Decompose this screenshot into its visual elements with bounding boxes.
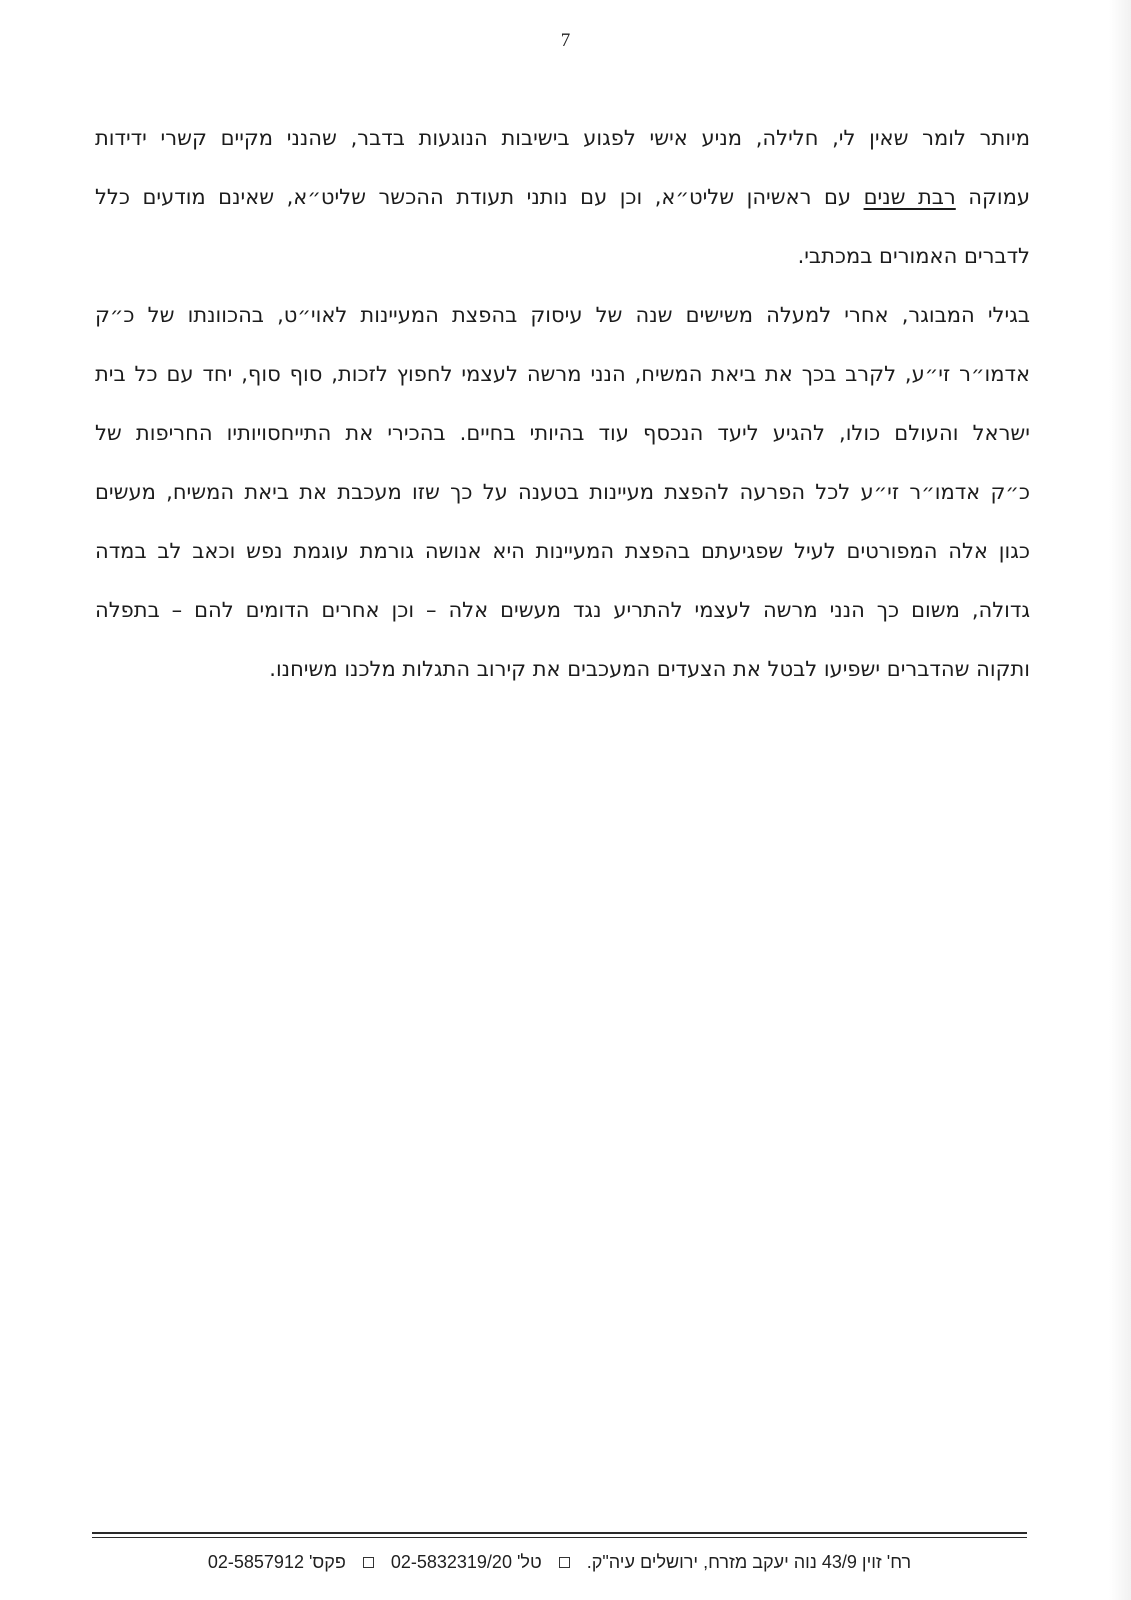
letter-body <box>95 118 1030 708</box>
body-text-fragment: עמוקה <box>968 185 1030 209</box>
footer-divider <box>92 1537 1027 1538</box>
square-bullet-icon <box>363 1557 374 1568</box>
body-line: כ״ק אדמו״ר זי״ע לכל הפרעה להפצת מעיינות בטענה על כך שזו מעכבת את ביאת המשיח, מעשים <box>95 480 1030 504</box>
footer-fax: פקס' 02-5857912 <box>207 1552 346 1572</box>
body-line: בגילי המבוגר, אחרי למעלה משישים שנה של עיסוק בהפצת המעיינות לאוי״ט, בהכוונתו של כ״ק <box>95 303 1030 327</box>
body-line: אדמו״ר זי״ע, לקרב בכך את ביאת המשיח, הנני מרשה לעצמי לחפוץ לזכות, סוף סוף, יחד עם כל בית <box>95 362 1030 386</box>
footer-address: רח' זוין 43/9 נוה יעקב מזרח, ירושלים עיה"ק. <box>586 1552 912 1572</box>
underlined-phrase: רבת שנים <box>863 185 956 209</box>
scan-shadow-edge <box>1109 0 1131 1600</box>
body-line-with-underline <box>95 177 1030 236</box>
letterhead-footer <box>92 1552 1027 1573</box>
square-bullet-icon <box>559 1557 570 1568</box>
body-line: ישראל והעולם כולו, להגיע ליעד הנכסף עוד בהיותי בחיים. בהכירי את התייחסויותיו החריפות של <box>95 421 1030 445</box>
body-line: ותקוה שהדברים ישפיעו לבטל את הצעדים המעכבים את קירוב התגלות מלכנו משיחנו. <box>269 657 1030 681</box>
body-line: גדולה, משום כך הנני מרשה לעצמי להתריע נגד מעשים אלה – וכן אחרים הדומים להם – בתפלה <box>95 598 1030 622</box>
page-number: 7 <box>560 30 571 51</box>
body-line: מיותר לומר שאין לי, חלילה, מניע אישי לפגוע בישיבות הנוגעות בדבר, שהנני מקיים קשרי ידידות <box>95 126 1030 150</box>
body-text-fragment: עם ראשיהן שליט״א, וכן עם נותני תעודת ההכשר שליט״א, שאינם מודעים כלל <box>95 185 852 209</box>
body-line: לדברים האמורים במכתבי. <box>797 244 1030 268</box>
footer-divider <box>92 1532 1027 1534</box>
body-line: כגון אלה המפורטים לעיל שפגיעתם בהפצת המעיינות היא אנושה גורמת עוגמת נפש וכאב לב במדה <box>95 539 1030 563</box>
footer-phone: טל' 02-5832319/20 <box>390 1552 542 1572</box>
